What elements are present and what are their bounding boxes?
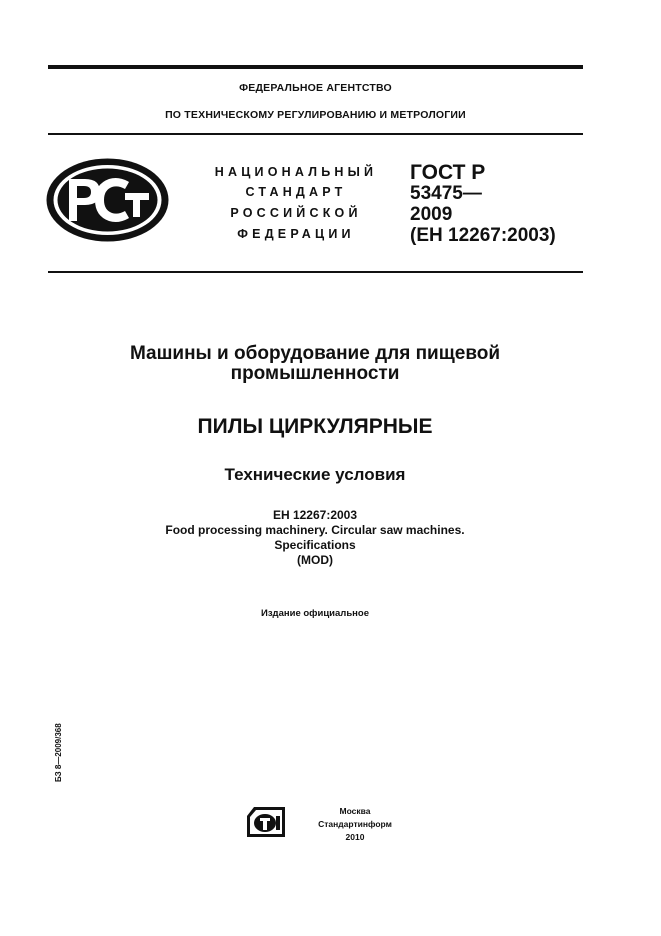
publisher-name: Стандартинформ bbox=[318, 819, 392, 829]
standartinform-logo-icon bbox=[246, 806, 286, 838]
gost-code-line-3: 2009 bbox=[410, 204, 453, 225]
rst-certification-logo-icon bbox=[45, 157, 170, 243]
en-line-2: Specifications bbox=[274, 538, 356, 552]
main-title: ПИЛЫ ЦИРКУЛЯРНЫЕ bbox=[197, 415, 433, 438]
header-rule bbox=[48, 133, 583, 135]
top-rule bbox=[48, 65, 583, 69]
publisher-city: Москва bbox=[339, 806, 371, 816]
gost-code bbox=[410, 162, 556, 246]
gost-code-line-1: ГОСТ Р bbox=[410, 161, 486, 184]
agency-line-1: ФЕДЕРАЛЬНОЕ АГЕНТСТВО bbox=[239, 82, 392, 94]
national-line-2: СТАНДАРТ bbox=[245, 185, 347, 199]
national-line-3: РОССИЙСКОЙ bbox=[230, 206, 362, 220]
title-line-2: промышленности bbox=[230, 363, 400, 384]
edition-label: Издание официальное bbox=[261, 608, 369, 619]
en-line-3: (MOD) bbox=[297, 553, 333, 567]
en-code: ЕН 12267:2003 bbox=[272, 508, 358, 522]
agency-line-2: ПО ТЕХНИЧЕСКОМУ РЕГУЛИРОВАНИЮ И МЕТРОЛОГИИ bbox=[165, 109, 466, 121]
national-line-1: НАЦИОНАЛЬНЫЙ bbox=[214, 165, 378, 179]
en-line-1: Food processing machinery. Circular saw machines. bbox=[165, 523, 465, 537]
side-note: БЗ 8—2009/368 bbox=[54, 723, 63, 782]
block-rule bbox=[48, 271, 583, 273]
subtitle: Технические условия bbox=[224, 465, 406, 484]
national-line-4: ФЕДЕРАЦИИ bbox=[237, 227, 355, 241]
gost-code-line-2: 53475— bbox=[410, 183, 482, 204]
title-line-1: Машины и оборудование для пищевой bbox=[129, 343, 501, 364]
publisher-year: 2010 bbox=[345, 832, 365, 842]
gost-code-line-4: (ЕН 12267:2003) bbox=[410, 225, 556, 246]
